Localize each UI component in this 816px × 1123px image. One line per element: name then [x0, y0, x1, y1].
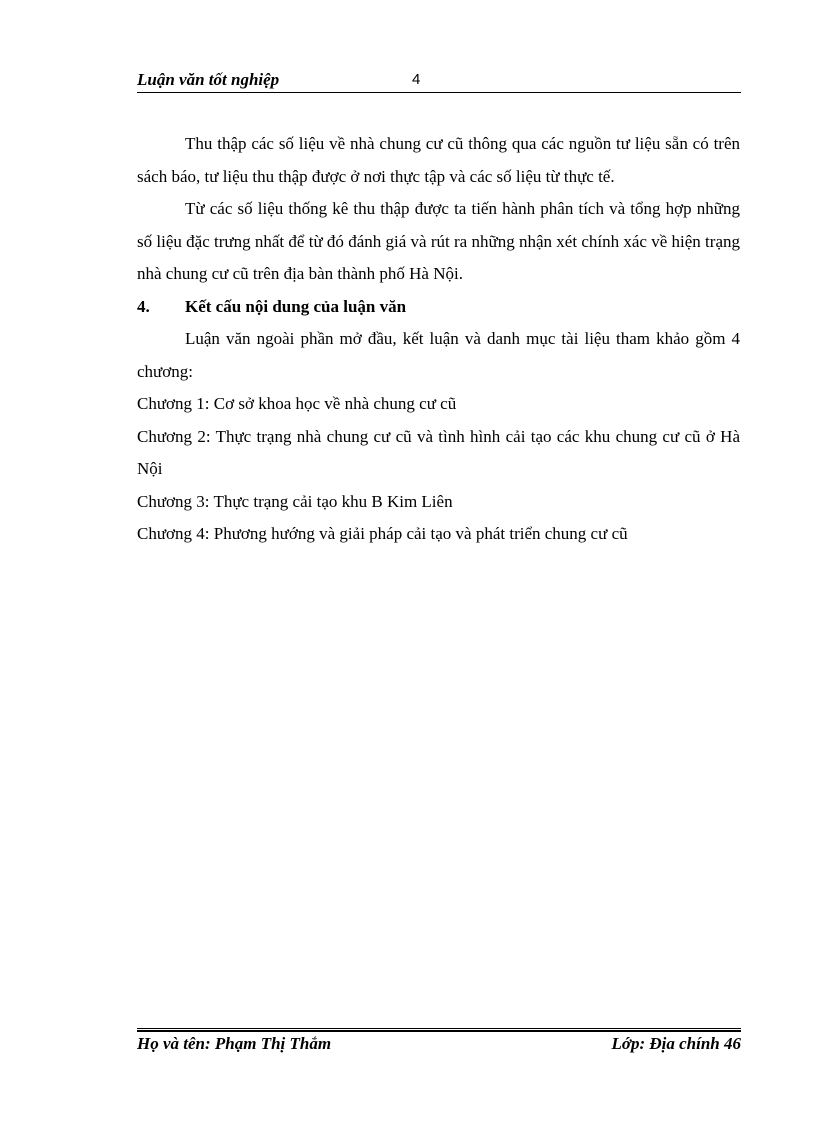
paragraph: Từ các số liệu thống kê thu thập được ta tiến hành phân tích và tổng hợp những số liệu đặc trưng nhất để từ đó đánh giá và rút ra những nhận xét chính xác về hiện trạng nhà chung cư cũ trên địa bàn thành phố Hà Nội.: [137, 199, 740, 283]
header-title: Luận văn tốt nghiệp: [137, 70, 280, 89]
document-body: [137, 128, 740, 551]
chapter-item: Chương 2: Thực trạng nhà chung cư cũ và tình hình cải tạo các khu chung cư cũ ở Hà Nội: [137, 426, 740, 478]
page-number: 4: [412, 71, 421, 88]
chapter-item: Chương 1: Cơ sở khoa học về nhà chung cư cũ: [137, 394, 457, 413]
paragraph: Luận văn ngoài phần mở đầu, kết luận và danh mục tài liệu tham khảo gồm 4 chương:: [137, 329, 740, 381]
chapter-item: Chương 4: Phương hướng và giải pháp cải tạo và phát triển chung cư cũ: [137, 524, 628, 543]
page-header: [137, 68, 741, 93]
section-number: 4.: [137, 296, 150, 316]
page-footer: [137, 1028, 741, 1054]
section-title: Kết cấu nội dung của luận văn: [185, 296, 407, 316]
footer-class: Lớp: Địa chính 46: [611, 1034, 741, 1053]
section-heading: [137, 291, 740, 324]
footer-author: Họ và tên: Phạm Thị Thắm: [137, 1034, 332, 1053]
chapter-item: Chương 3: Thực trạng cải tạo khu B Kim Liên: [137, 491, 453, 511]
paragraph: Thu thập các số liệu về nhà chung cư cũ thông qua các nguồn tư liệu sẵn có trên sách báo, tư liệu thu thập được ở nơi thực tập và các số liệu từ thực tế.: [137, 134, 740, 186]
